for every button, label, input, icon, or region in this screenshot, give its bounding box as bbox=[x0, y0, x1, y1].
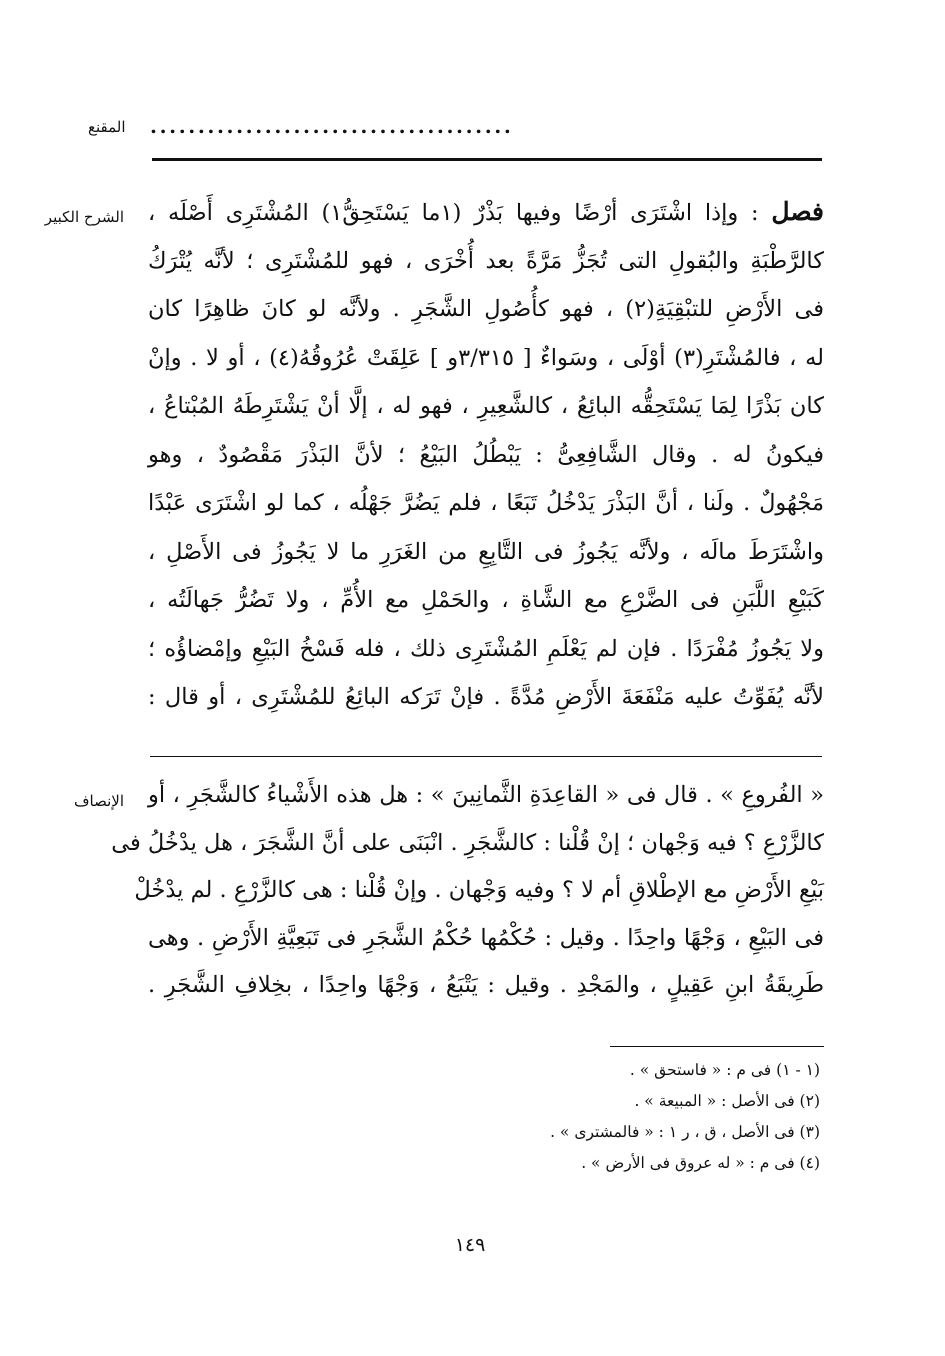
insaf-line: « الفُروعِ » . قال فى « القاعِدَةِ الثَّمانِينَ » : هل هذه الأَشْياءُ كالشَّجَرِ ، أو bbox=[148, 782, 824, 808]
header-rule bbox=[152, 158, 822, 161]
section-label-insaf: الإنصاف bbox=[73, 792, 124, 810]
footnote: (٢) فى الأصل : « المبيعة » . bbox=[634, 1092, 820, 1110]
footnote-rule bbox=[610, 1046, 824, 1047]
insaf-line: فى البَيْعِ ، وَجْهًا واحِدًا . وقيل : حُكْمُها حُكْمُ الشَّجَرِ فى تَبَعِيَّةِ الأَرْضِ . وهى bbox=[148, 924, 824, 951]
sharh-text-block bbox=[148, 188, 824, 722]
insaf-line: طَرِيقَةُ ابنِ عَقِيلٍ ، والمَجْدِ . وقيل : يَتْبَعُ ، وَجْهًا واحِدًا ، بخِلافِ الشَّجَرِ . bbox=[148, 972, 824, 998]
insaf-line: كالزَّرْعِ ؟ فيه وَجْهان ؛ إنْ قُلْنا : كالشَّجَرِ . انْبَنَى على أنَّ الشَّجَرَ ، هل يدْخُلُ فى bbox=[111, 829, 824, 856]
page-number: ١٤٩ bbox=[454, 1234, 486, 1256]
sharh-line: فيكونُ له . وقال الشَّافِعِىُّ : يَبْطُلُ البَيْعُ ؛ لأنَّ البَذْرَ مَقْصُودٌ ، وهو bbox=[148, 441, 824, 468]
sharh-line: كان بَذْرًا لِمَا يَسْتَحِقُّه البائِعُ ، كالشَّعِيرِ ، فهو له ، إلَّا أنْ يَشْتَرِطَهُ المُبْتاعُ ، bbox=[148, 393, 824, 419]
footnote: (٤) فى م : « له عروق فى الأرض » . bbox=[581, 1154, 820, 1172]
sharh-line: ولا يَجُوزُ مُفْرَدًا . فإن لم يَعْلَمِ المُشْتَرِى ذلك ، فله فَسْخُ البَيْعِ وإمْضاؤُه ؛ bbox=[148, 635, 824, 662]
running-header-title: المقنع bbox=[88, 118, 126, 136]
sharh-line: كَبَيْعِ اللَّبَنِ فى الضَّرْعِ مع الشَّاةِ ، والحَمْلِ مع الأُمِّ ، ولا تَضُرُّ جَهالَتُه ، bbox=[148, 587, 824, 613]
header-dotted-leader: ...................................... bbox=[150, 114, 514, 138]
sharh-line: لأنَّه يُفَوِّتُ عليه مَنْفَعَةَ الأَرْضِ مُدَّةً . فإنْ تَرَكه البائِعُ للمُشْتَرِى ، أو قال : bbox=[148, 684, 824, 710]
section-separator bbox=[150, 756, 822, 757]
insaf-line: بَيْعِ الأَرْضِ مع الإطْلاقِ أم لا ؟ وفيه وَجْهان . وإنْ قُلْنا : هى كالزَّرْعِ . لم يدْخُلْ bbox=[134, 877, 824, 903]
sharh-line-1-text: : وإذا اشْتَرَى أرْضًا وفيها بَذْرٌ (١ما يَسْتَحِقُّ١) المُشْتَرِى أَصْلَه ، bbox=[148, 200, 759, 226]
footnote: (٣) فى الأصل ، ق ، ر ١ : « فالمشترى » . bbox=[550, 1123, 820, 1141]
sharh-line: واشْتَرَطَ مالَه ، ولأنَّه يَجُوزُ فى التَّابِعِ من الغَرَرِ ما لا يَجُوزُ فى الأَصْلِ ، bbox=[148, 538, 824, 565]
footnote: (١ - ١) فى م : « فاستحق » . bbox=[629, 1061, 820, 1079]
fasl-heading: فصل bbox=[771, 197, 824, 226]
sharh-line-1 bbox=[148, 188, 824, 237]
section-label-sharh: الشرح الكبير bbox=[44, 208, 124, 226]
sharh-line: له ، فالمُشْتَرِ(٣) أوْلَى ، وسَواءٌ [ ٣/٣١٥و ] عَلِقَتْ عُرُوقُهُ(٤) ، أو لا . وإنْ bbox=[148, 344, 824, 371]
sharh-line: مَجْهُولٌ . ولَنا ، أنَّ البَذْرَ يَدْخُلُ تَبَعًا ، فلم يَضُرَّ جَهْلُه ، كما لو اشْتَرَى عَبْدًا bbox=[148, 490, 824, 516]
sharh-line: كالرَّطْبَةِ والبُقولِ التى تُجَزُّ مَرَّةً بعد أُخْرَى ، فهو للمُشْتَرِى ؛ لأنَّه يُتْرَكُ bbox=[148, 247, 824, 274]
footnotes bbox=[400, 1055, 820, 1179]
sharh-line: فى الأَرْضِ للتبْقِيَةِ(٢) ، فهو كأُصُولِ الشَّجَرِ . ولأنَّه لو كانَ ظاهِرًا كان bbox=[148, 296, 824, 322]
insaf-text-block bbox=[111, 772, 824, 1010]
